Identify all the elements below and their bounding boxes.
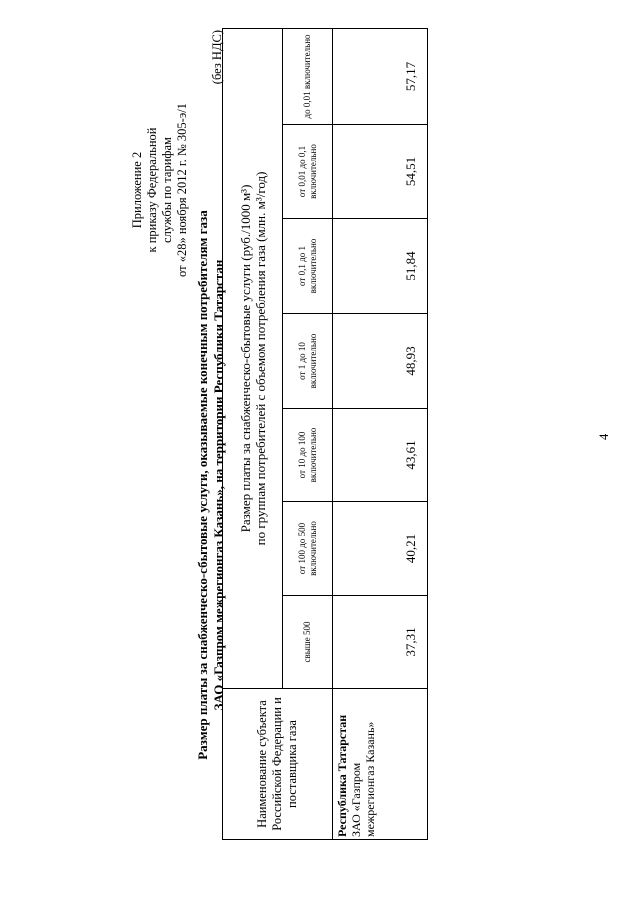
appendix-line-3: службы по тарифам bbox=[160, 137, 174, 243]
fee-value: 43,61 bbox=[333, 409, 428, 502]
fee-header-line-2: по группам потребителей с объемом потребления газа (млн. м³/год) bbox=[252, 171, 268, 546]
fee-value: 40,21 bbox=[333, 502, 428, 596]
name-column-header: Наименование субъекта Российской Федерации и поставщика газа bbox=[223, 689, 333, 840]
header-row bbox=[223, 28, 283, 839]
supplier-name: ЗАО «Газпром межрегионгаз Казань» bbox=[349, 721, 377, 837]
vat-note: (без НДС) bbox=[210, 30, 224, 85]
rotated-document-page bbox=[25, 5, 625, 895]
fee-value: 48,93 bbox=[333, 314, 428, 409]
fee-value: 51,84 bbox=[333, 219, 428, 314]
page-number: 4 bbox=[597, 433, 611, 440]
group-header: свыше 500 bbox=[283, 596, 333, 689]
group-header: до 0,01 включительно bbox=[283, 28, 333, 124]
fee-header-line-1: Размер платы за снабженческо-сбытовые услуги (руб./1000 м³) bbox=[237, 184, 253, 533]
group-header: от 10 до 100 включительно bbox=[283, 409, 333, 502]
appendix-line-2: к приказу Федеральной bbox=[145, 127, 159, 253]
fee-value: 57,17 bbox=[333, 28, 428, 124]
appendix-block bbox=[130, 75, 190, 305]
tariff-table bbox=[222, 28, 428, 840]
title-line-1: Размер платы за снабженческо-сбытовые услуги, оказываемые конечным потребителям газа bbox=[195, 210, 210, 760]
title-line-2: ЗАО «Газпром межрегионгаз Казань», на территории Республики Татарстан bbox=[211, 259, 226, 711]
appendix-line-4: от «28» ноября 2012 г. № 305-э/1 bbox=[175, 103, 189, 277]
region-name: Республика Татарстан bbox=[335, 714, 349, 837]
group-header: от 100 до 500 включительно bbox=[283, 502, 333, 596]
table-row bbox=[333, 28, 428, 839]
fee-value: 37,31 bbox=[333, 596, 428, 689]
region-supplier-cell bbox=[333, 689, 428, 840]
fee-column-header bbox=[223, 28, 283, 688]
group-header: от 0,1 до 1 включительно bbox=[283, 219, 333, 314]
group-header: от 1 до 10 включительно bbox=[283, 314, 333, 409]
appendix-line-1: Приложение 2 bbox=[130, 151, 144, 229]
fee-value: 54,51 bbox=[333, 125, 428, 219]
group-header: от 0,01 до 0,1 включительно bbox=[283, 125, 333, 219]
